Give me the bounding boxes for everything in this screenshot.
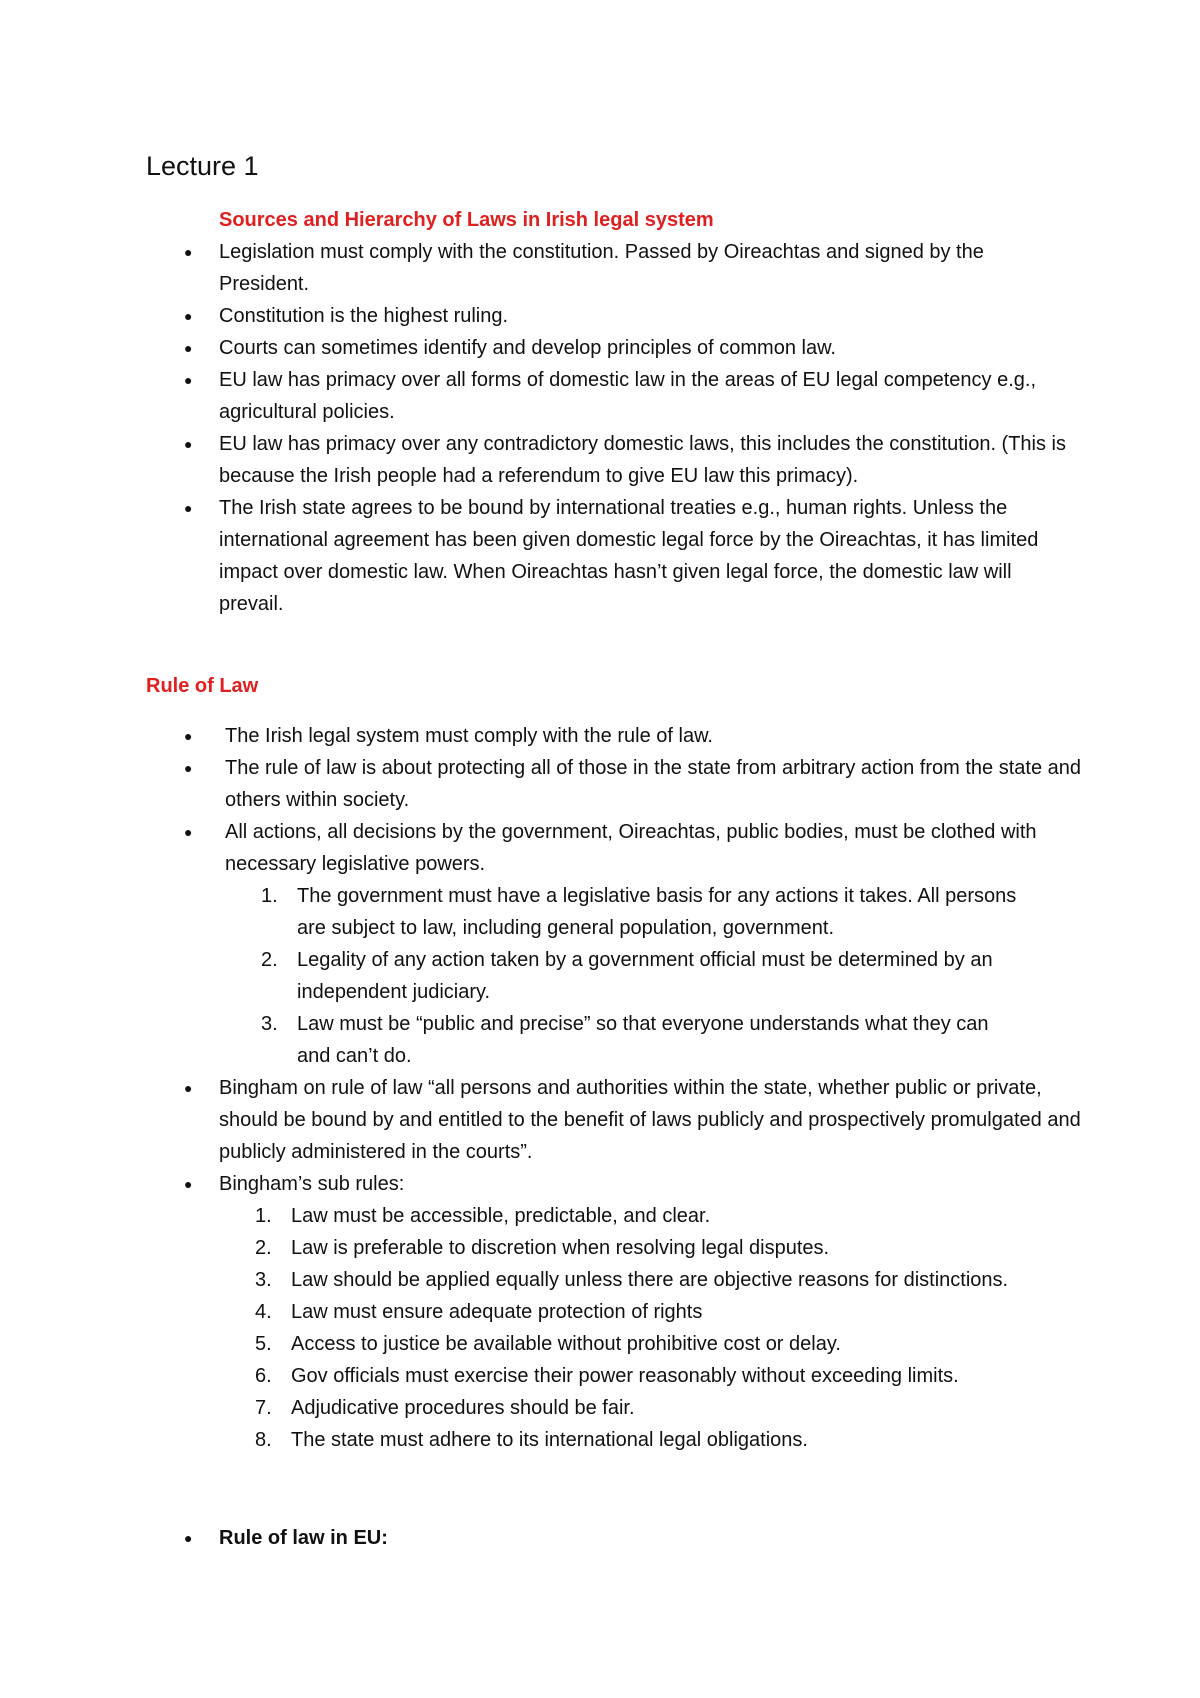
list-item: 3. Law should be applied equally unless there are objective reasons for distinctions. xyxy=(291,1264,1091,1296)
list-item: ● Constitution is the highest ruling. xyxy=(219,300,1079,332)
list-item xyxy=(184,1072,1089,1168)
list-number: 5. xyxy=(255,1333,272,1355)
list-number: 7. xyxy=(255,1397,272,1419)
bingham-quote: Bingham on rule of law “all persons and authorities within the state, whether public or private, should be bound by and entitled to the benefit of laws publicly and prospectively promulgated and publicly administered in the courts”. xyxy=(219,1077,1081,1163)
bullet-icon: ● xyxy=(184,340,193,356)
list-number: 4. xyxy=(255,1301,272,1323)
bullet-icon: ● xyxy=(184,308,193,324)
list-item: 4. Law must ensure adequate protection of rights xyxy=(291,1296,1091,1328)
rule-of-law-bullet-list xyxy=(184,720,1085,1072)
list-item: ● Courts can sometimes identify and develop principles of common law. xyxy=(219,332,1079,364)
list-number: 2. xyxy=(261,949,278,971)
list-item: ● The Irish legal system must comply with the rule of law. xyxy=(225,720,1085,752)
list-item: 7. Adjudicative procedures should be fair. xyxy=(291,1392,1091,1424)
bullet-icon: ● xyxy=(184,1530,193,1546)
list-item xyxy=(184,1168,1089,1456)
bingham-bullet-list xyxy=(184,1072,1089,1456)
section-subtitle-sources: Sources and Hierarchy of Laws in Irish legal system xyxy=(219,209,714,231)
legality-numbered-list xyxy=(261,880,1017,1072)
list-number: 1. xyxy=(255,1205,272,1227)
list-item: 6. Gov officials must exercise their power reasonably without exceeding limits. xyxy=(291,1360,1091,1392)
list-item: 1. Law must be accessible, predictable, and clear. xyxy=(291,1200,1091,1232)
list-item: ● The rule of law is about protecting all of those in the state from arbitrary action from the state and others within society. xyxy=(225,752,1085,816)
list-item: 1. The government must have a legislative basis for any actions it takes. All persons are subject to law, including general population, government. xyxy=(297,880,1017,944)
bullet-icon: ● xyxy=(184,1176,193,1192)
list-item: ● The Irish state agrees to be bound by international treaties e.g., human rights. Unless the international agreement has been given domestic legal force by the Oireachtas, it has limited impact over domestic law. When Oireachtas hasn’t given legal force, the domestic law will prevail. xyxy=(219,492,1079,620)
list-number: 1. xyxy=(261,885,278,907)
eu-rule-of-law-label: Rule of law in EU: xyxy=(219,1527,388,1549)
list-item: ● Legislation must comply with the constitution. Passed by Oireachtas and signed by the President. xyxy=(219,236,1079,300)
list-number: 2. xyxy=(255,1237,272,1259)
list-number: 8. xyxy=(255,1429,272,1451)
sources-bullet-list xyxy=(184,236,1079,620)
bullet-icon: ● xyxy=(184,372,193,388)
list-number: 6. xyxy=(255,1365,272,1387)
list-item: 2. Legality of any action taken by a government official must be determined by an independent judiciary. xyxy=(297,944,1017,1008)
page-title: Lecture 1 xyxy=(146,151,259,181)
bullet-icon: ● xyxy=(184,728,193,744)
bullet-icon: ● xyxy=(184,500,193,516)
list-item: ● EU law has primacy over all forms of domestic law in the areas of EU legal competency e.g., agricultural policies. xyxy=(219,364,1079,428)
bullet-icon: ● xyxy=(184,1080,193,1096)
eu-bullet-list xyxy=(184,1522,1079,1554)
list-item xyxy=(184,1522,1079,1554)
list-item: 8. The state must adhere to its international legal obligations. xyxy=(291,1424,1091,1456)
list-item: 3. Law must be “public and precise” so that everyone understands what they can and can’t do. xyxy=(297,1008,1017,1072)
bingham-sub-rules-list xyxy=(255,1200,1091,1456)
list-number: 3. xyxy=(255,1269,272,1291)
bullet-icon: ● xyxy=(184,824,193,840)
section-heading-rule-of-law: Rule of Law xyxy=(146,675,259,697)
bullet-icon: ● xyxy=(184,760,193,776)
list-item: ● All actions, all decisions by the government, Oireachtas, public bodies, must be clothed with necessary legislative powers. 1. The government must have a legislative basis for any actions it takes. All persons are subject to law, including general population, government. 2. Legality of any action taken by a government official must be determined by an independent judiciary. 3. Law must be “public and precise” so that everyone understands what they can and can’t do. xyxy=(225,816,1085,1072)
bullet-icon: ● xyxy=(184,436,193,452)
list-number: 3. xyxy=(261,1013,278,1035)
list-item: 2. Law is preferable to discretion when resolving legal disputes. xyxy=(291,1232,1091,1264)
list-item: 5. Access to justice be available without prohibitive cost or delay. xyxy=(291,1328,1091,1360)
list-item: ● EU law has primacy over any contradictory domestic laws, this includes the constitution. (This is because the Irish people had a referendum to give EU law this primacy). xyxy=(219,428,1079,492)
bullet-icon: ● xyxy=(184,244,193,260)
bingham-sub-rules-label: Bingham’s sub rules: xyxy=(219,1173,405,1195)
